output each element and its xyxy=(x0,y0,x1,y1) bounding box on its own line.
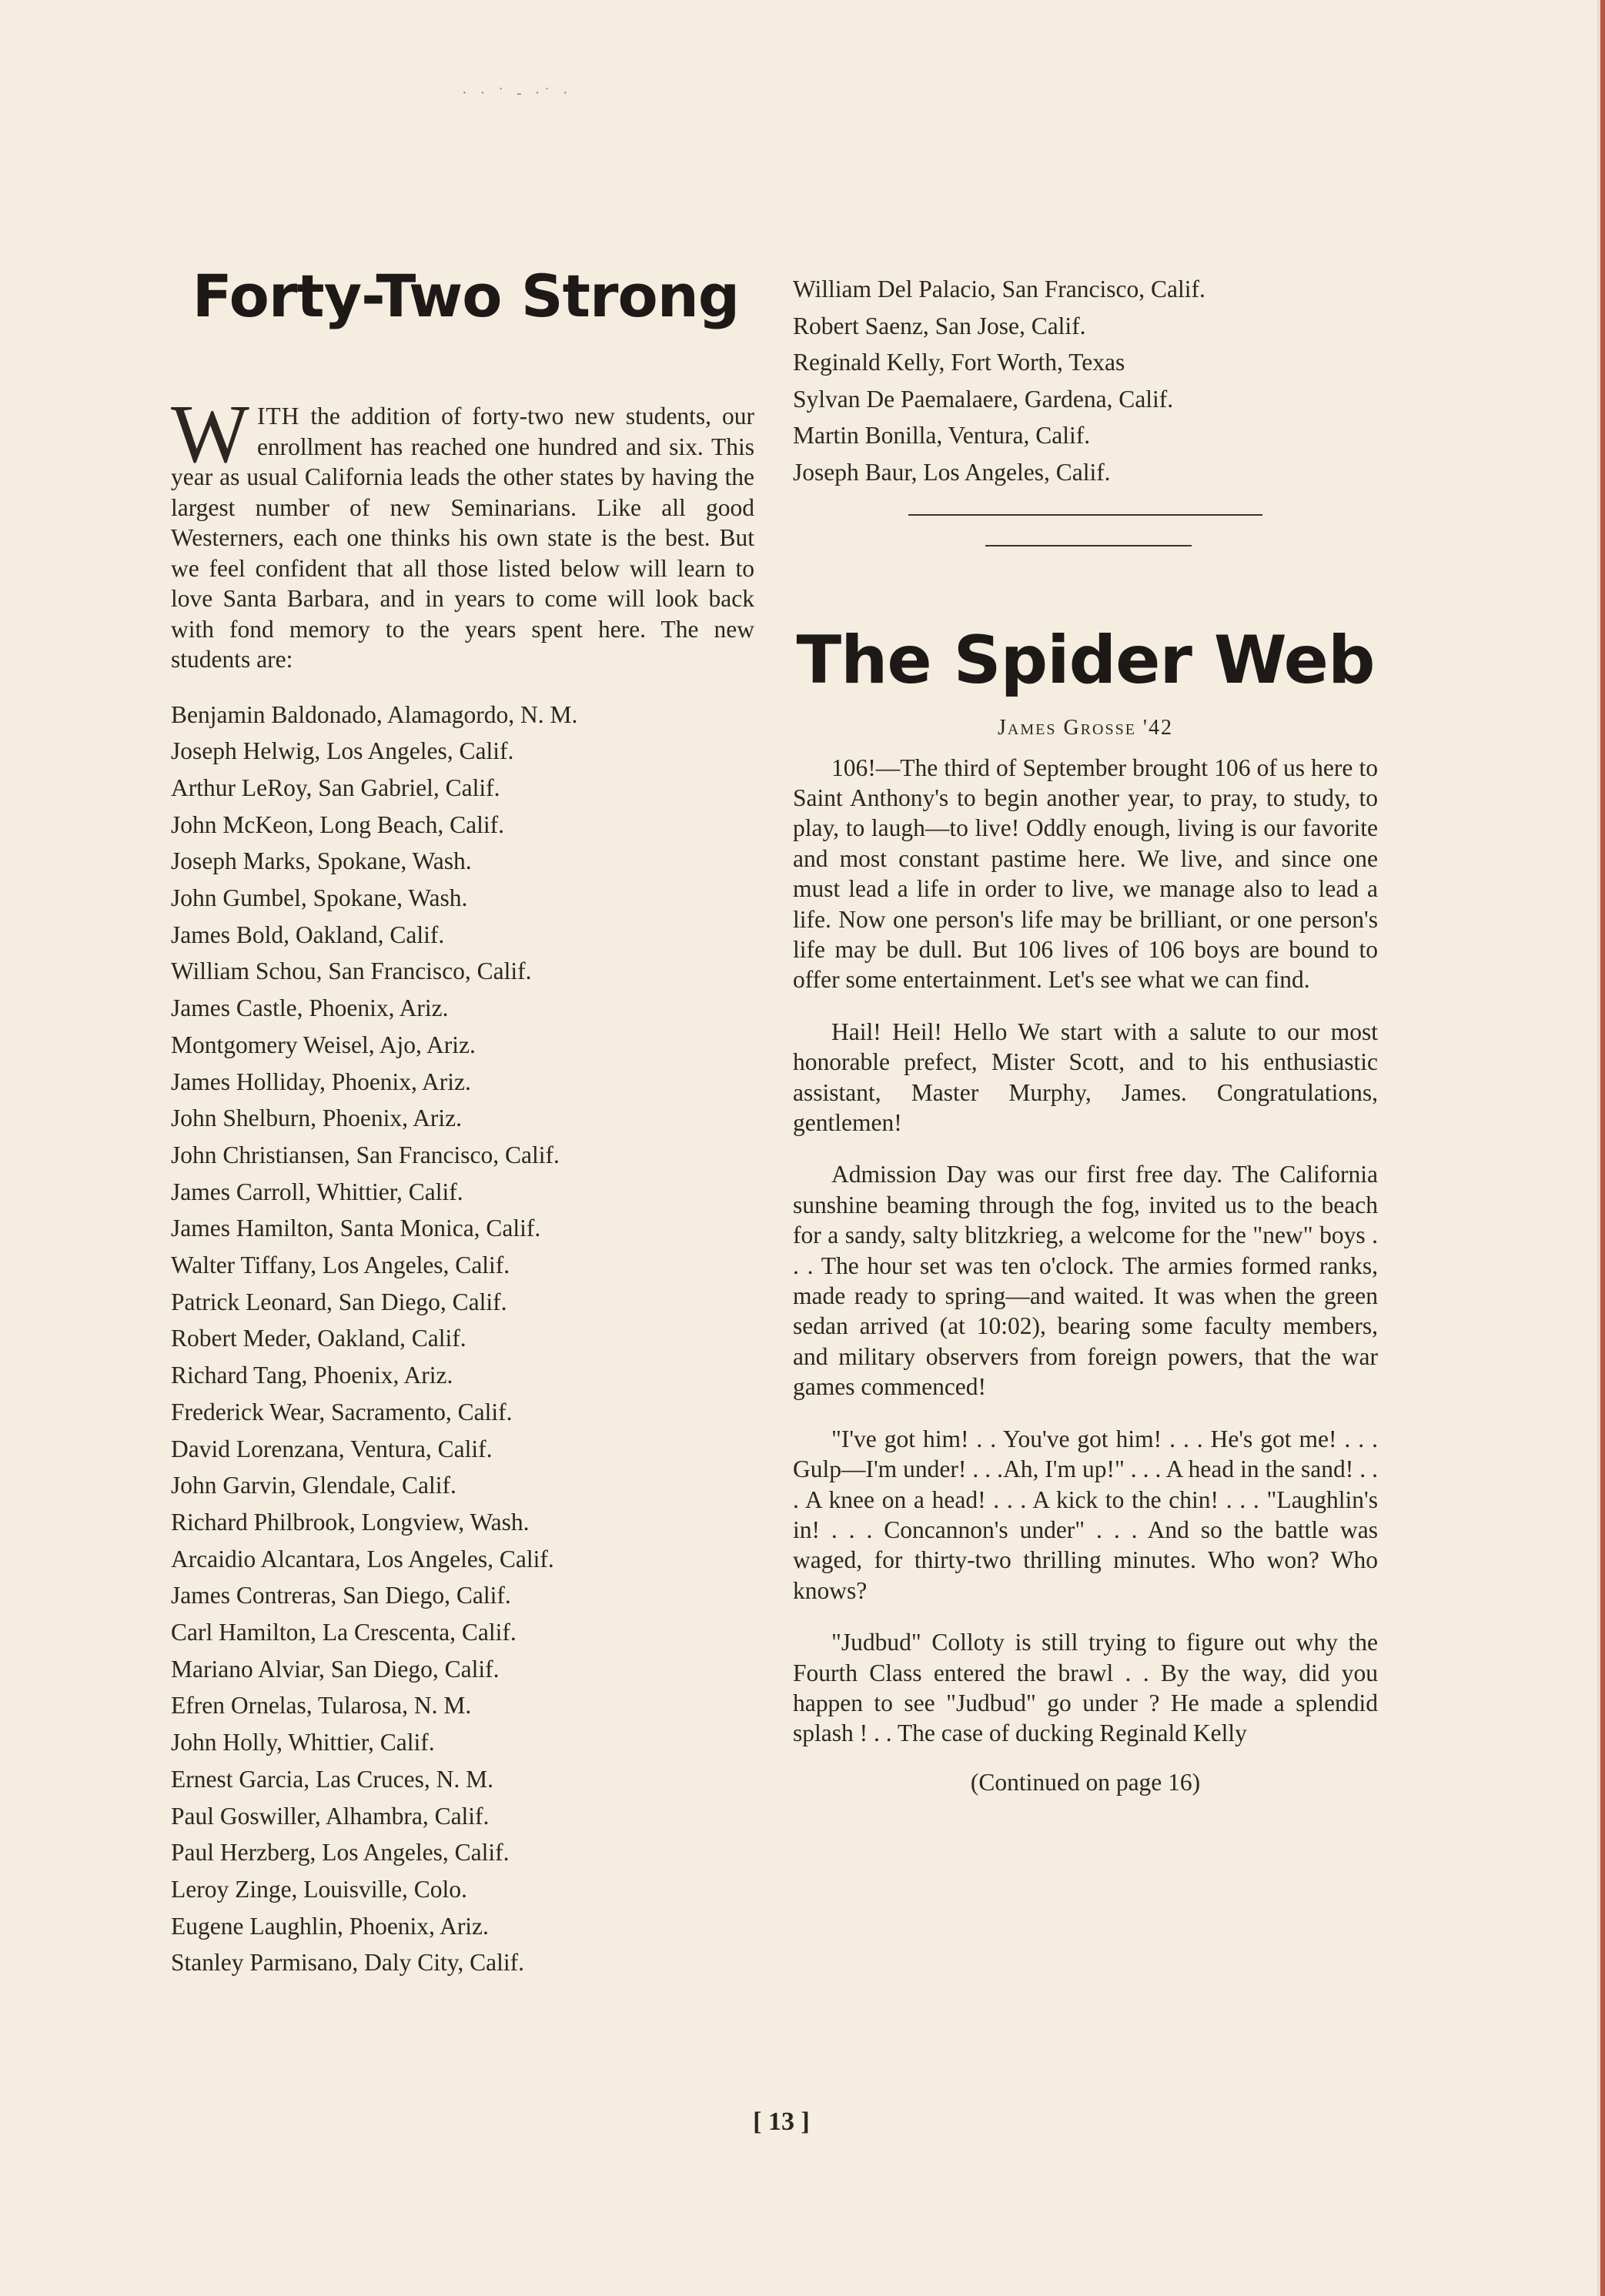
student-entry: James Castle, Phoenix, Ariz. xyxy=(171,994,449,1022)
student-entry: Reginald Kelly, Fort Worth, Texas xyxy=(793,349,1125,376)
student-entry: Joseph Baur, Los Angeles, Calif. xyxy=(793,458,1111,486)
drop-cap: W xyxy=(171,389,249,480)
student-entry: David Lorenzana, Ventura, Calif. xyxy=(171,1435,493,1462)
divider-short xyxy=(985,545,1192,546)
student-entry: Arthur LeRoy, San Gabriel, Calif. xyxy=(171,774,500,801)
student-entry: Efren Ornelas, Tularosa, N. M. xyxy=(171,1692,472,1719)
student-entry: Ernest Garcia, Las Cruces, N. M. xyxy=(171,1765,493,1793)
article-paragraph: "I've got him! . . You've got him! . . . He's got me! . . . Gulp—I'm under! . . .Ah, I'm up!" . . . A head in the sand! . . . A knee on a head! . . . A kick to the chin! . . . "Laughlin's in! . . . Concannon's under" . . . And so the battle was waged, for thirty-two thrilling minutes. Who won? Who knows? xyxy=(793,1425,1378,1604)
decorative-specks: · · ˙ - ·˙ · xyxy=(462,85,573,102)
page-edge-binding xyxy=(1600,0,1605,2296)
student-entry: William Schou, San Francisco, Calif. xyxy=(171,958,532,985)
continued-note: (Continued on page 16) xyxy=(970,1768,1201,1796)
page-number: [ 13 ] xyxy=(753,2107,810,2136)
student-entry: James Bold, Oakland, Calif. xyxy=(171,921,445,948)
student-entry: Frederick Wear, Sacramento, Calif. xyxy=(171,1398,513,1425)
article-title-spider-web: The Spider Web xyxy=(796,621,1375,699)
article-paragraph: Admission Day was our first free day. The California sunshine beaming through the fog, invited us to the beach for a sandy, salty blitzkrieg, a welcome for the "new" boys . . . The hour set was ten o'clock. The armies formed ranks, made ready to spring—and waited. It was when the green sedan arrived (at 10:02), bearing some faculty members, and military observers from foreign powers, that the war games commenced! xyxy=(793,1161,1378,1401)
student-entry: John McKeon, Long Beach, Calif. xyxy=(171,810,505,838)
student-entry: William Del Palacio, San Francisco, Calif. xyxy=(793,276,1205,302)
left-column xyxy=(171,262,754,1981)
student-entry: Leroy Zinge, Louisville, Colo. xyxy=(171,1876,467,1903)
article-title-forty-two-strong: Forty-Two Strong xyxy=(192,262,740,330)
student-entry: Montgomery Weisel, Ajo, Ariz. xyxy=(171,1031,476,1058)
new-students-list-continued xyxy=(793,271,1378,491)
student-entry: Richard Philbrook, Longview, Wash. xyxy=(171,1508,530,1536)
right-column xyxy=(793,271,1378,1796)
student-entry: Arcaidio Alcantara, Los Angeles, Calif. xyxy=(171,1545,554,1572)
student-entry: Robert Saenz, San Jose, Calif. xyxy=(793,312,1086,339)
page-edge-margin xyxy=(1597,0,1600,2296)
byline: James Grosse '42 xyxy=(998,715,1173,740)
divider-long xyxy=(908,514,1262,516)
student-entry: Richard Tang, Phoenix, Ariz. xyxy=(171,1362,453,1389)
intro-lead: ITH xyxy=(256,403,300,429)
student-entry: Walter Tiffany, Los Angeles, Calif. xyxy=(171,1252,510,1279)
student-entry: Paul Herzberg, Los Angeles, Calif. xyxy=(171,1839,510,1867)
student-entry: Martin Bonilla, Ventura, Calif. xyxy=(793,422,1091,450)
student-entry: Robert Meder, Oakland, Calif. xyxy=(171,1325,466,1352)
student-entry: John Shelburn, Phoenix, Ariz. xyxy=(171,1105,462,1132)
student-entry: Patrick Leonard, San Diego, Calif. xyxy=(171,1288,507,1315)
student-entry: James Contreras, San Diego, Calif. xyxy=(171,1582,511,1609)
article-paragraph: 106!—The third of September brought 106 of us here to Saint Anthony's to begin another year, to pray, to study, to play, to laugh—to live! Oddly enough, living is our favorite and most constant pastime here. We live, and since one must lead a life in order to live, we manage also to lead a life. Now one person's life may be brilliant, or one person's life may be dull. But 106 lives of 106 boys are bound to offer some entertainment. Let's see what we can find. xyxy=(793,754,1378,994)
student-entry: John Holly, Whittier, Calif. xyxy=(171,1729,435,1756)
student-entry: John Gumbel, Spokane, Wash. xyxy=(171,884,468,912)
student-entry: James Holliday, Phoenix, Ariz. xyxy=(171,1068,471,1095)
student-entry: John Garvin, Glendale, Calif. xyxy=(171,1472,456,1499)
student-entry: Sylvan De Paemalaere, Gardena, Calif. xyxy=(793,385,1174,413)
spider-web-article xyxy=(793,753,1378,1749)
new-students-list xyxy=(171,697,754,1982)
student-entry: James Hamilton, Santa Monica, Calif. xyxy=(171,1215,541,1242)
intro-paragraph xyxy=(171,389,754,675)
student-entry: Benjamin Baldonado, Alamagordo, N. M. xyxy=(171,700,578,728)
intro-text: the addition of forty-two new students, our enrollment has reached one hundred and six. This year as usual California leads the other states by having the largest number of new Seminarians. Like all good Westerners, each one thinks his own state is the best. But we feel confident that all those listed below will learn to love Santa Barbara, and in years to come will look back with fond memory to the years spent here. The new students are: xyxy=(171,403,754,673)
student-entry: Carl Hamilton, La Crescenta, Calif. xyxy=(171,1619,517,1646)
student-entry: John Christiansen, San Francisco, Calif. xyxy=(171,1141,560,1168)
student-entry: Mariano Alviar, San Diego, Calif. xyxy=(171,1655,500,1683)
article-paragraph: "Judbud" Colloty is still trying to figure out why the Fourth Class entered the brawl . . By the way, did you happen to see "Judbud" go under ? He made a splendid splash ! . . The case of ducking Reginald Kelly xyxy=(793,1629,1378,1747)
student-entry: Eugene Laughlin, Phoenix, Ariz. xyxy=(171,1912,489,1940)
student-entry: James Carroll, Whittier, Calif. xyxy=(171,1178,463,1205)
student-entry: Stanley Parmisano, Daly City, Calif. xyxy=(171,1949,525,1977)
article-paragraph: Hail! Heil! Hello We start with a salute to our most honorable prefect, Mister Scott, and to his enthusiastic assistant, Master Murphy, James. Congratulations, gentlemen! xyxy=(793,1018,1378,1137)
student-entry: Joseph Helwig, Los Angeles, Calif. xyxy=(171,737,514,765)
student-entry: Joseph Marks, Spokane, Wash. xyxy=(171,847,472,875)
student-entry: Paul Goswiller, Alhambra, Calif. xyxy=(171,1802,490,1830)
